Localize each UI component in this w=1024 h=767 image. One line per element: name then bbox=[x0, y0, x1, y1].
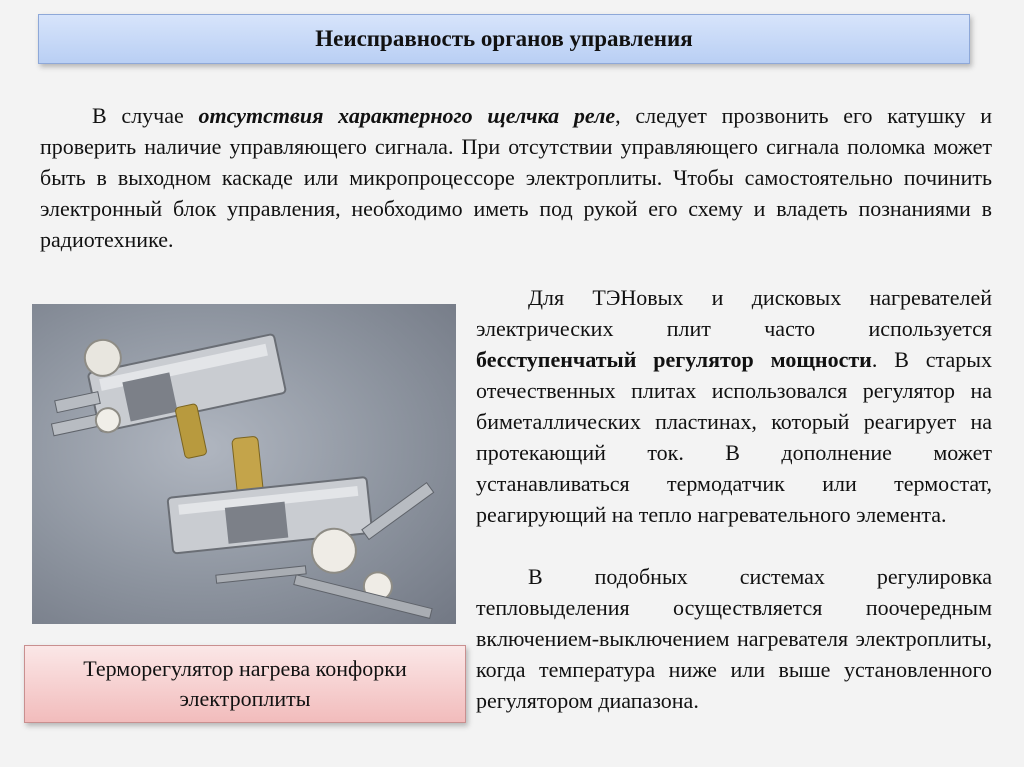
thermostat-illustration bbox=[32, 304, 456, 624]
paragraph-heat-control: В подобных системах регулировка тепловыделения осуществляется поочередным включением-выключением нагревателя электроплиты, когда температура ниже или выше установленного регулятором диапазона. bbox=[476, 564, 992, 713]
photo-caption: Терморегулятор нагрева конфорки электроплиты bbox=[83, 656, 407, 711]
paragraph1-suffix: , следует прозвонить его катушку и проверить наличие управляющего сигнала. При отсутствии управляющего сигнала поломка может быть в выходном каскаде или микропроцессоре электроплиты. Чтобы самостоятельно починить электронный блок управления, необходимо иметь под рукой его схему и владеть познаниями в радиотехнике. bbox=[40, 103, 993, 252]
paragraph1-emphasis: отсутствия характерного щелчка реле bbox=[198, 103, 616, 128]
paragraph-regulator bbox=[476, 282, 992, 530]
paragraph2-bold: бесступенчатый регулятор мощности bbox=[476, 347, 872, 372]
slide-title-box bbox=[38, 14, 970, 64]
thermostat-photo bbox=[32, 304, 456, 624]
paragraph2-suffix: . В старых отечественных плитах использовался регулятор на биметаллических пластинах, который реагирует на протекающий ток. В дополнение может устанавливаться термодатчик или термостат, реагирующий на тепло нагревательного элемента. bbox=[476, 347, 992, 527]
paragraph2-prefix: Для ТЭНовых и дисковых нагревателей электрических плит часто используется bbox=[476, 285, 992, 341]
paragraph1-prefix: В случае bbox=[92, 103, 199, 128]
slide-title: Неисправность органов управления bbox=[315, 26, 693, 51]
paragraph-relay-check bbox=[40, 100, 992, 255]
photo-caption-box bbox=[24, 645, 466, 723]
